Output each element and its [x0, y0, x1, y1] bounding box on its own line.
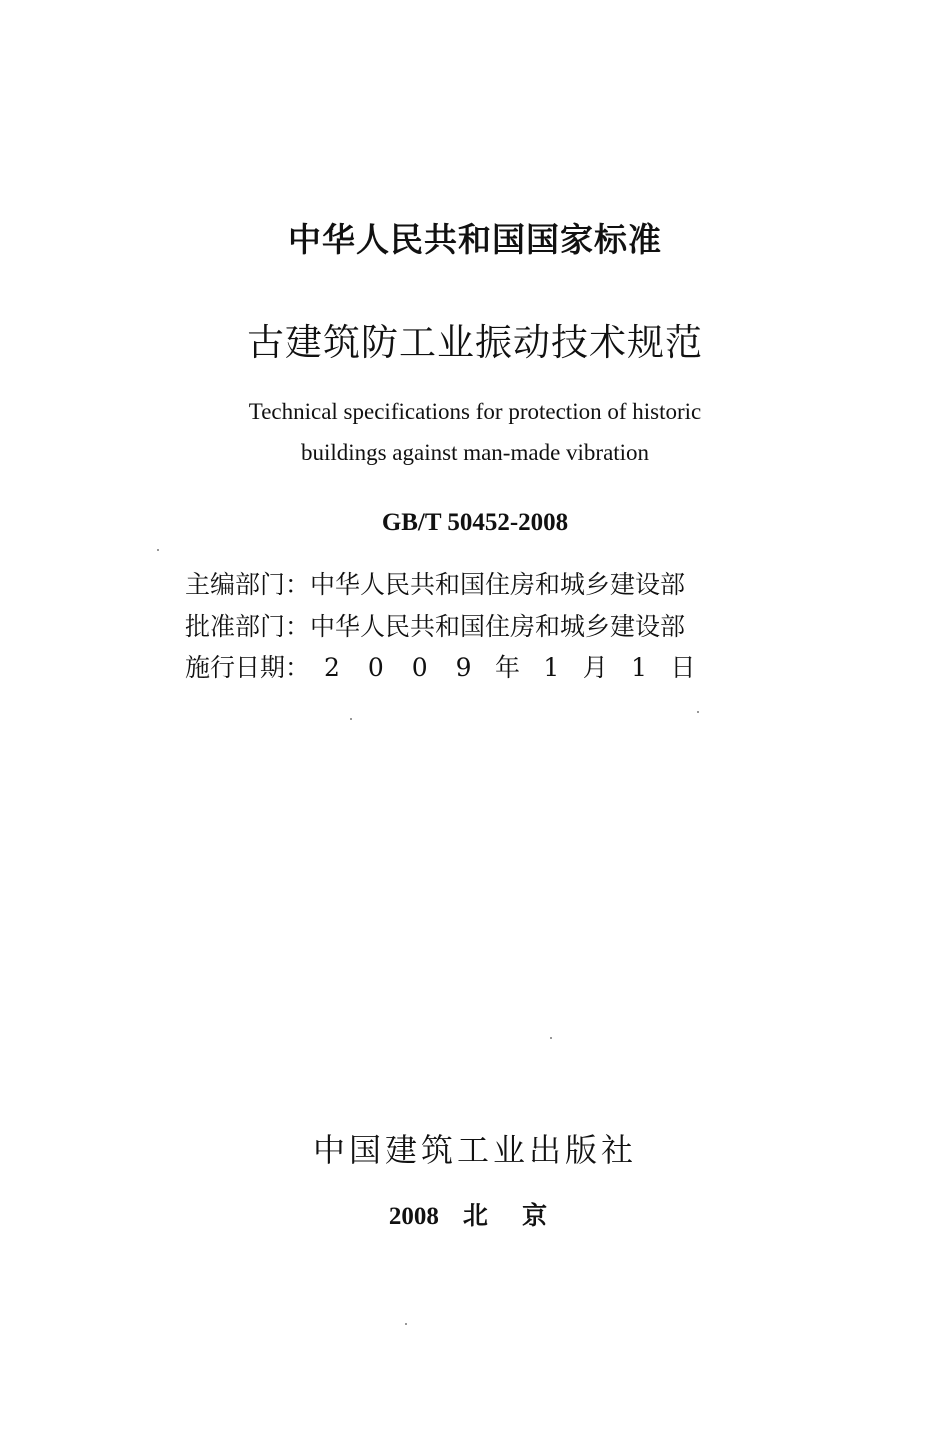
effective-date-char: 2 [324, 653, 340, 682]
effective-date-value [310, 651, 705, 685]
effective-date-char: 1 [631, 653, 648, 682]
approver-department-value: 中华人民共和国住房和城乡建设部 [310, 612, 686, 641]
publish-city: 北 京 [462, 1203, 562, 1230]
scan-speck [157, 549, 159, 551]
title-english-line-1: Technical specifications for protection of historic [248, 399, 702, 424]
publish-year-city [0, 1200, 950, 1234]
approver-department-label: 批准部门： [185, 612, 311, 641]
effective-date-char: 9 [455, 653, 472, 682]
national-standard-heading: 中华人民共和国国家标准 [288, 220, 662, 259]
effective-date-char: 1 [543, 653, 560, 682]
scan-speck [550, 1037, 552, 1039]
editor-department-value: 中华人民共和国住房和城乡建设部 [310, 570, 686, 599]
title-english-line-2: buildings against man-made vibration [300, 440, 650, 465]
scan-speck [350, 718, 352, 720]
approver-department-row [185, 610, 745, 644]
publish-year: 2008 [388, 1203, 439, 1230]
effective-date-char: 日 [670, 653, 696, 682]
effective-date-char: 月 [582, 653, 608, 682]
effective-date-char: 年 [494, 653, 520, 682]
effective-date-char: 0 [367, 653, 384, 682]
effective-date-row [185, 651, 745, 685]
standard-code: GB/T 50452-2008 [381, 509, 569, 536]
scan-speck [405, 1323, 407, 1325]
effective-date-label: 施行日期： [185, 653, 311, 682]
publisher-name: 中国建筑工业出版社 [312, 1131, 637, 1169]
scan-speck [697, 711, 699, 713]
effective-date-char: 0 [411, 653, 428, 682]
editor-department-row [185, 568, 745, 602]
editor-department-label: 主编部门： [185, 570, 311, 599]
title-chinese: 古建筑防工业振动技术规范 [247, 321, 703, 364]
